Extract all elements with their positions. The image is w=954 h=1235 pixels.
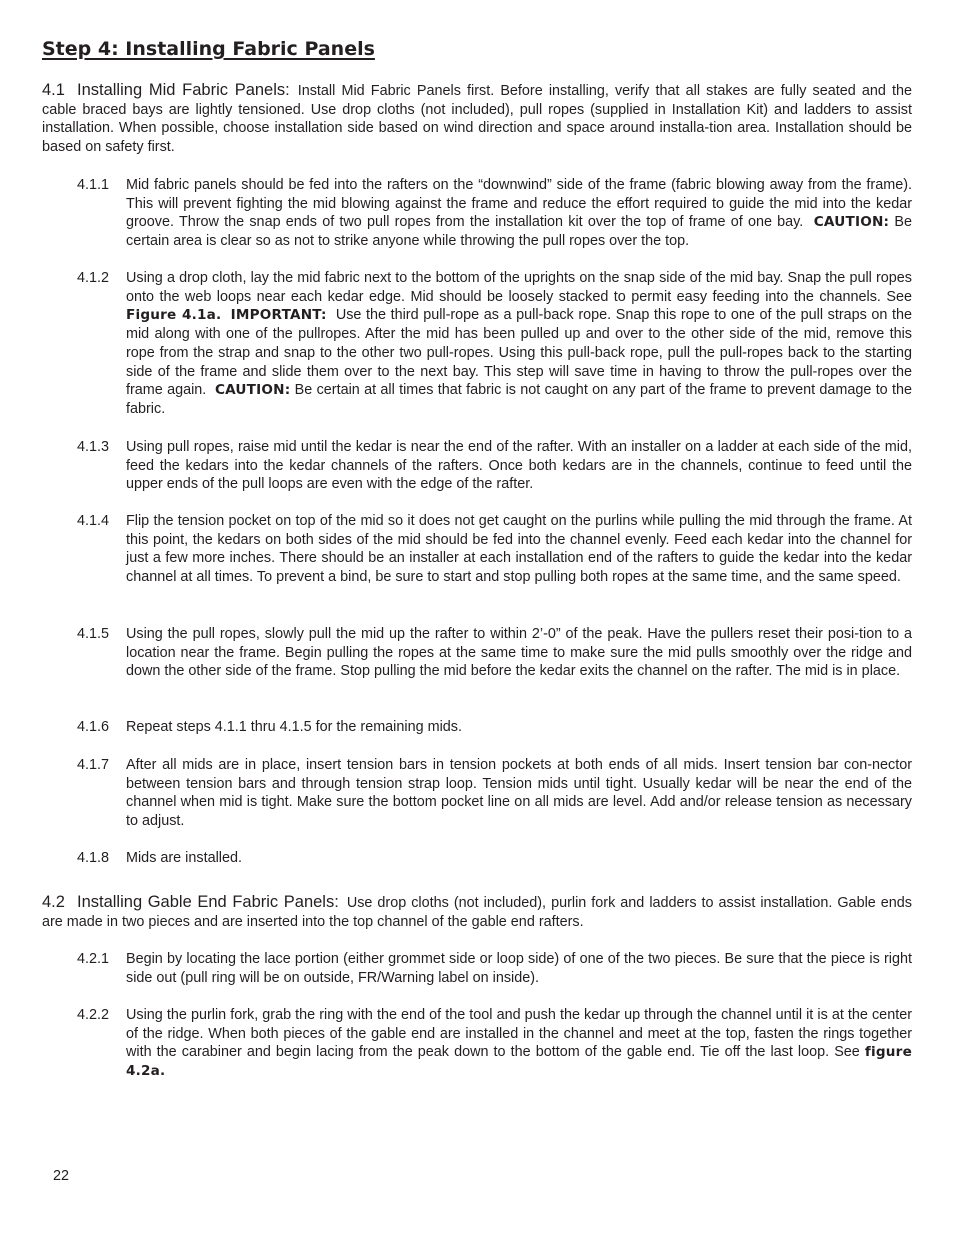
step-text: Repeat steps 4.1.1 thru 4.1.5 for the remaining mids. bbox=[126, 719, 462, 735]
section-heading: Installing Mid Fabric Panels: bbox=[77, 81, 290, 99]
section-heading: Installing Gable End Fabric Panels: bbox=[77, 893, 339, 911]
caution-label: CAUTION: bbox=[214, 382, 291, 399]
step-4-2-2 bbox=[77, 1006, 912, 1081]
step-number: 4.1.2 bbox=[77, 270, 110, 286]
step-number: 4.2.2 bbox=[77, 1007, 110, 1023]
step-4-1-3 bbox=[77, 438, 912, 494]
step-4-1-1 bbox=[77, 176, 912, 251]
step-text-part: Mid fabric panels should be fed into the rafters on the “downwind” side of the frame (fabric blowing away from the frame). This will prevent fighting the mid blowing against the frame and reduce the effort required to guide the mid into the kedar groove. Throw the snap ends of two pull ropes from the installation kit over the top of frame of one bay. bbox=[126, 177, 912, 231]
step-4-1-8 bbox=[77, 849, 912, 868]
step-4-1-7 bbox=[77, 756, 912, 831]
section-intro bbox=[42, 893, 912, 931]
step-text: Flip the tension pocket on top of the mid so it does not get caught on the purlins while pulling the mid through the frame. At this point, the kedars on both sides of the mid should be fed into the channel evenly. Feed each kedar into the channel for just a few more inches. There should be an installer at each installation end of the rafters to guide the kedar into the kedar channel at all times. To prevent a bind, be sure to start and stop pulling both ropes at the same time, and the same speed. bbox=[126, 513, 912, 586]
page-number: 22 bbox=[53, 1168, 70, 1184]
step-number: 4.1.5 bbox=[77, 626, 110, 642]
step-text: Begin by locating the lace portion (either grommet side or loop side) of one of the two pieces. Be sure that the piece is right side out (pull ring will be on outside, FR/Warning label on inside). bbox=[126, 951, 912, 986]
section-number: 4.1 bbox=[42, 81, 65, 99]
section-4-1 bbox=[42, 81, 912, 156]
step-text bbox=[126, 269, 912, 419]
step-text: Mids are installed. bbox=[126, 850, 242, 866]
step-number: 4.1.3 bbox=[77, 439, 110, 455]
caution-label: CAUTION: bbox=[813, 214, 890, 231]
step-text-part: Be certain area is clear so as not to strike anyone while throwing the pull ropes over the top. bbox=[126, 214, 912, 250]
step-text-part: Use the third pull-rope as a pull-back rope. Snap this rope to one of the pull straps on the mid along with one of the pullropes. After the mid has been pulled up and over to the other side of the mid, remove this rope from the strap and snap to the other two pull-ropes. Using this pull-back rope, pull the pull-ropes back to the starting side of the frame and slide them over to the next bay. This step will save time in having to throw the pull-ropes over the frame again. bbox=[126, 307, 913, 399]
section-number: 4.2 bbox=[42, 893, 65, 911]
step-number: 4.1.6 bbox=[77, 719, 110, 735]
step-text-part: Using the purlin fork, grab the ring with the end of the tool and push the kedar up through the channel until it is at the center of the ridge. When both pieces of the gable end are installed in the channel and meet at the top, fasten the rings together with the carabiner and begin lacing from the peak down to the bottom of the gable end. Tie off the last loop. See bbox=[126, 1007, 912, 1061]
step-4-1-5 bbox=[77, 625, 912, 681]
figure-reference: Figure 4.1a. bbox=[126, 307, 222, 324]
step-4-1-4 bbox=[77, 512, 912, 587]
step-number: 4.1.8 bbox=[77, 850, 110, 866]
step-number: 4.1.7 bbox=[77, 757, 110, 773]
step-text-part: Be certain at all times that fabric is not caught on any part of the frame to prevent damage to the fabric. bbox=[126, 382, 913, 417]
step-4-1-2 bbox=[77, 269, 912, 419]
section-intro-text: Use drop cloths (not included), purlin fork and ladders to assist installation. Gable ends are made in two pieces and are inserted into the top channel of the gable end rafters. bbox=[42, 895, 912, 930]
step-text bbox=[126, 1006, 912, 1081]
section-4-2 bbox=[42, 893, 912, 931]
page-title: Step 4: Installing Fabric Panels bbox=[42, 38, 375, 60]
step-number: 4.2.1 bbox=[77, 951, 110, 967]
important-label: IMPORTANT: bbox=[230, 307, 327, 324]
step-4-1-6 bbox=[77, 718, 912, 737]
step-4-2-1 bbox=[77, 950, 912, 987]
step-text bbox=[126, 176, 912, 251]
step-text: Using pull ropes, raise mid until the kedar is near the end of the rafter. With an installer on a ladder at each side of the mid, feed the kedars into the kedar channels of the rafters. Once both kedars are in the channels, continue to feed until the upper ends of the pull loops are even with the edge of the rafter. bbox=[126, 439, 912, 493]
section-intro bbox=[42, 81, 912, 156]
step-number: 4.1.1 bbox=[77, 177, 110, 193]
step-number: 4.1.4 bbox=[77, 513, 110, 529]
step-text: Using the pull ropes, slowly pull the mid up the rafter to within 2’-0” of the peak. Have the pullers reset their posi-tion to a location near the frame. Begin pulling the ropes at the same time to make sure the mid pulls smoothly over the ridge and down the other side of the frame. Stop pulling the mid before the kedar exits the channel on the rafter. The mid is in place. bbox=[126, 626, 912, 680]
figure-reference: figure 4.2a. bbox=[126, 1044, 912, 1080]
section-intro-text: Install Mid Fabric Panels first. Before installing, verify that all stakes are fully seated and the cable braced bays are lightly tensioned. Use drop cloths (not included), pull ropes (supplied in Installation Kit) and ladders to assist installation. When possible, choose installation side based on wind direction and space around installa-tion area. Installation should be based on safety first. bbox=[42, 83, 912, 155]
step-text: After all mids are in place, insert tension bars in tension pockets at both ends of all mids. Insert tension bar con-nector between tension bars and through tension strap loop. Tension mids until tight. Usually kedar will be near the end of the channel when mid is tight. Make sure the bottom pocket line on all mids are level. Add and/or release tension as necessary to adjust. bbox=[126, 757, 912, 830]
step-text-part: Using a drop cloth, lay the mid fabric next to the bottom of the uprights on the snap side of the mid bay. Snap the pull ropes onto the web loops near each kedar edge. Mid should be loosely stacked to permit easy feeding into the channels. See bbox=[126, 270, 912, 305]
